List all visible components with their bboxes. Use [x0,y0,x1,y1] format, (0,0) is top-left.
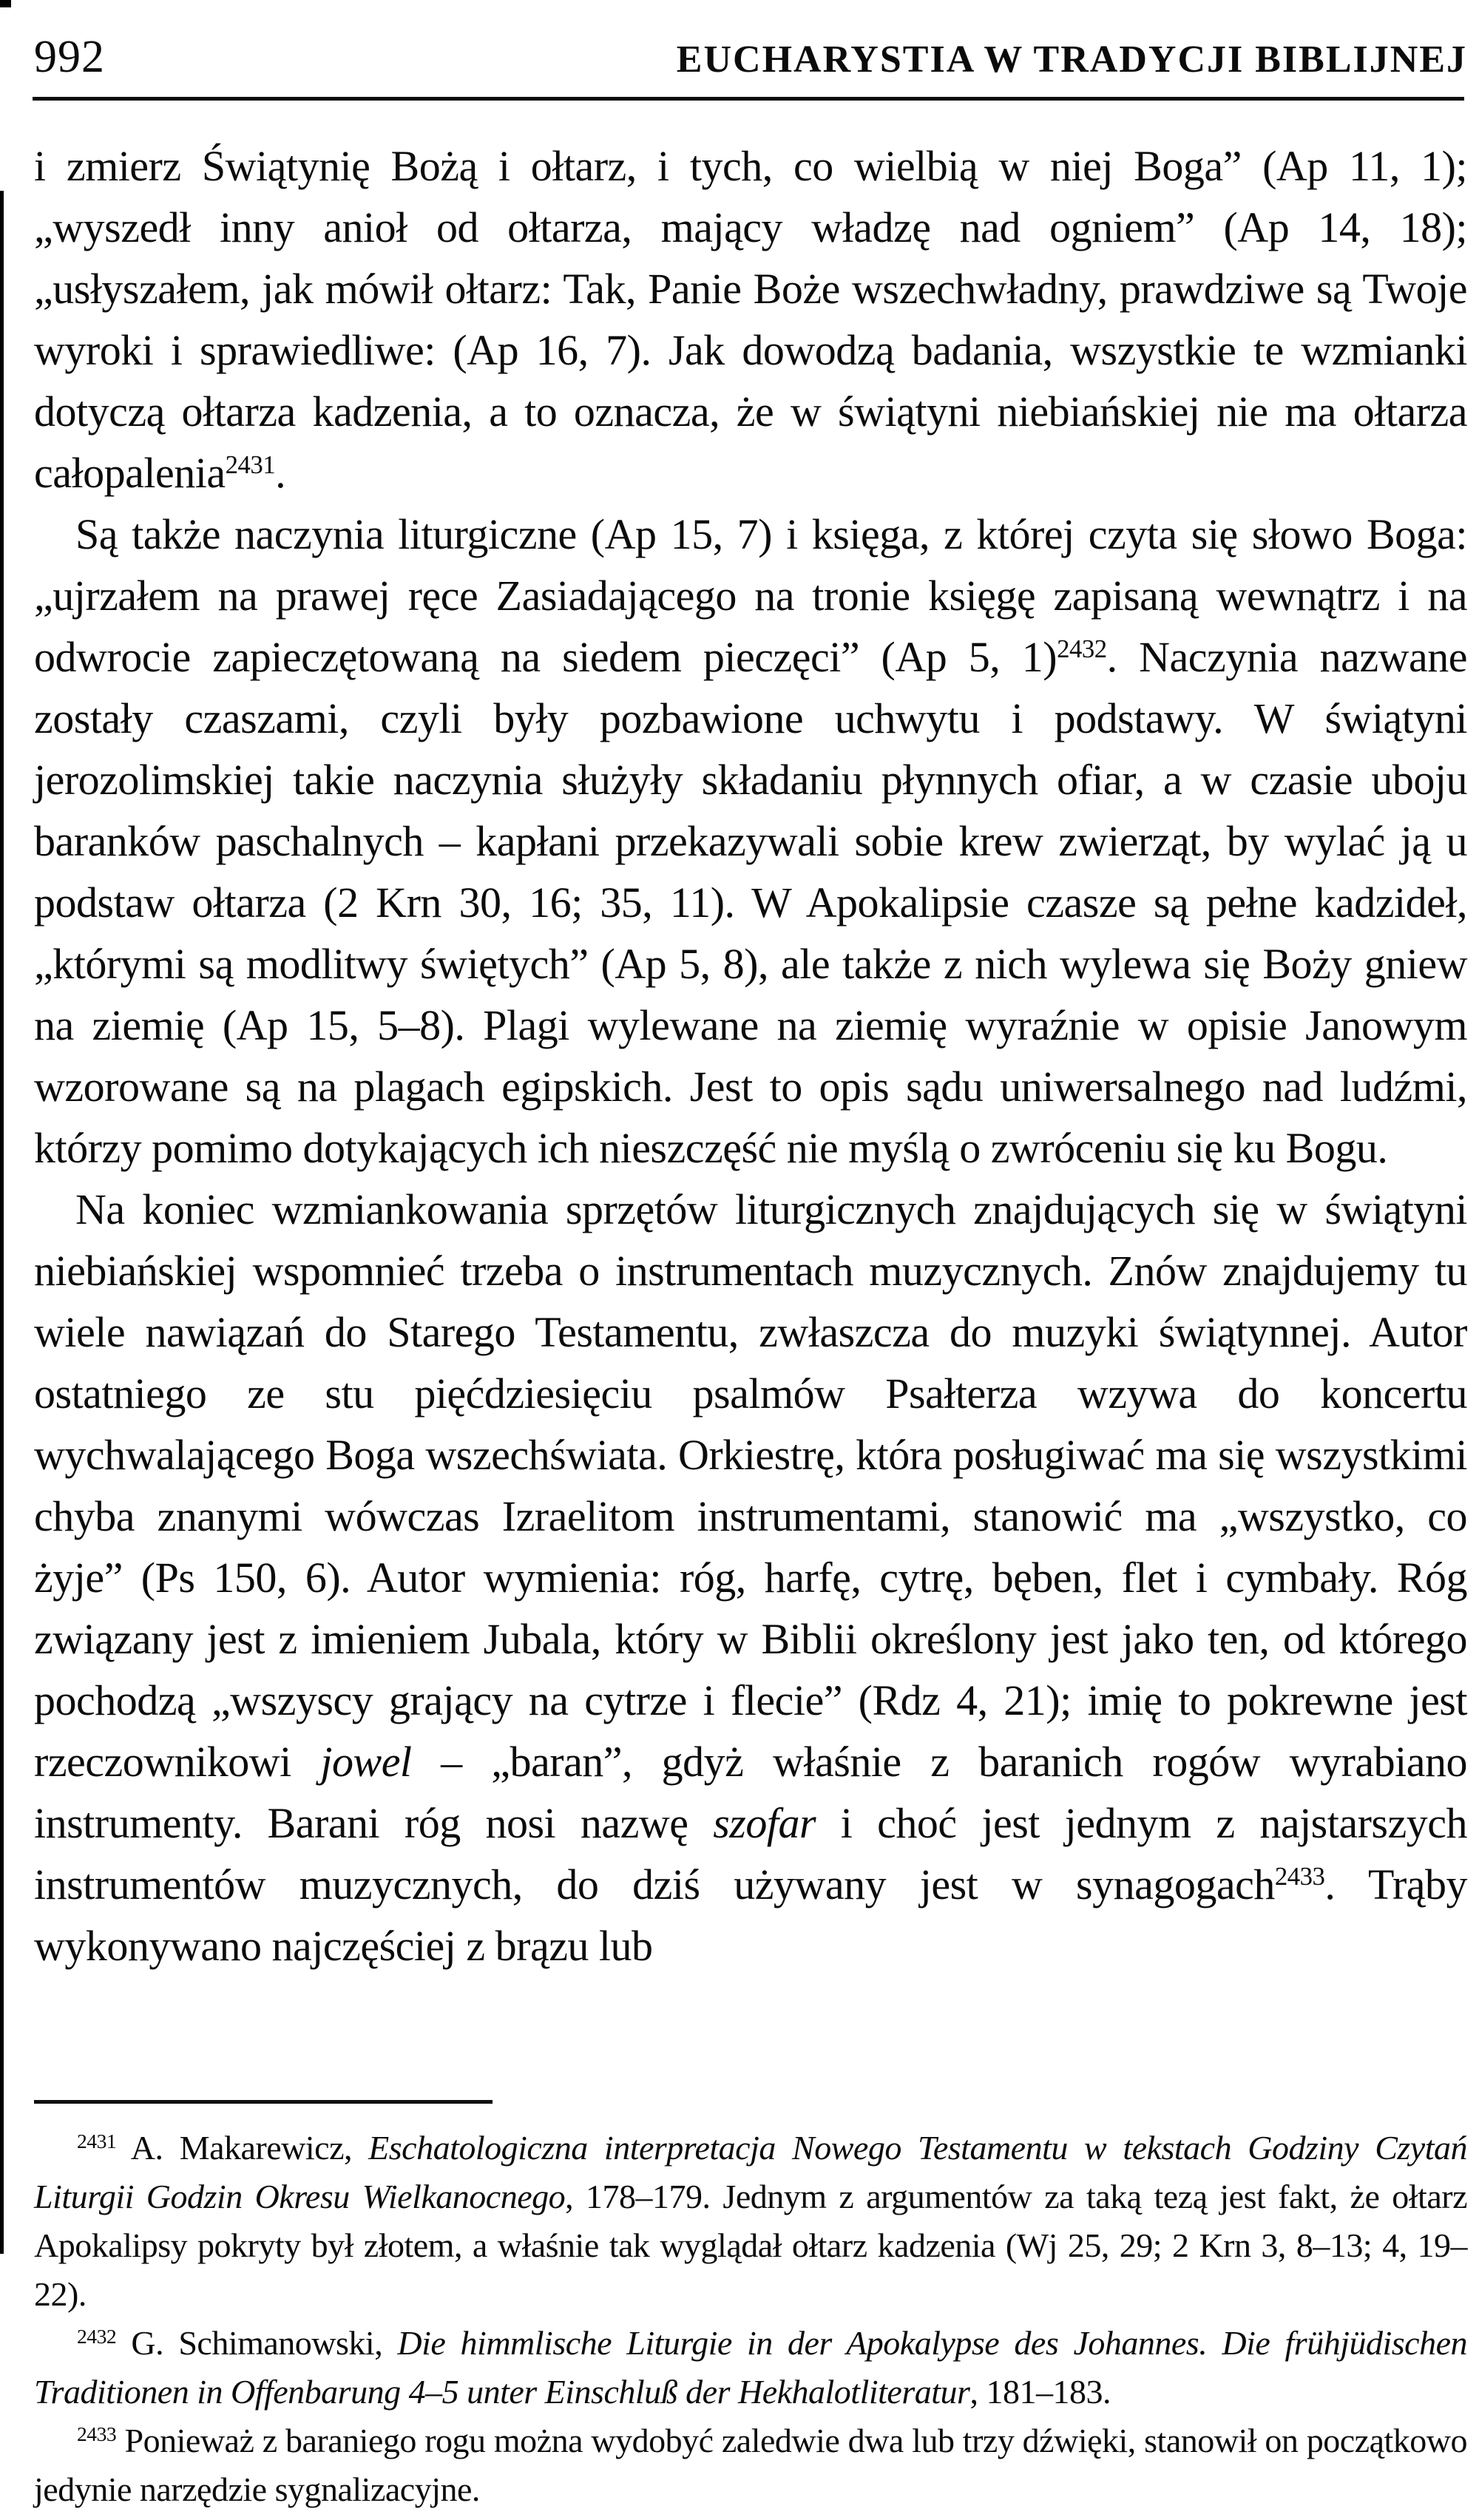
body-paragraph: i zmierz Świątynię Bożą i ołtarz, i tych, co wielbią w niej Boga” (Ap 11, 1); „wyszedł inny anioł od ołtarza, mający władzę nad ogniem” (Ap 14, 18); „usłyszałem, jak mówił ołtarz: Tak, Panie Boże wszechwładny, prawdziwe są Twoje wyroki i sprawiedliwe: (Ap 16, 7). Jak dowodzą badania, wszystkie te wzmianki dotyczą ołtarza kadzenia, a to oznacza, że w świątyni niebiańskiej nie ma ołtarza całopalenia$^{2431}$. [34,142,1467,497]
footnote-rule [34,2100,493,2104]
footnote-item: $^{2433}$ Ponieważ z baraniego rogu można wydobyć zaledwie dwa lub trzy dźwięki, stanowił on początkowo jedynie narzędzie sygnalizacyjne. [34,2422,1467,2508]
scan-corner-artifact [0,0,11,7]
header-rule [33,97,1464,101]
page-header [34,31,1467,84]
footnote-item: $^{2431}$ A. Makarewicz, Eschatologiczna interpretacja Nowego Testamentu w tekstach Godziny Czytań Liturgii Godzin Okresu Wielkanocnego, 178–179. Jednym z argumentów za taką tezą jest fakt, że ołtarz Apokalipsy pokryty był złotem, a właśnie tak wyglądał ołtarz kadzenia (Wj 25, 29; 2 Krn 3, 8–13; 4, 19–22). [34,2129,1467,2313]
body-paragraph: Są także naczynia liturgiczne (Ap 15, 7) i księga, z której czyta się słowo Boga: „ujrzałem na prawej ręce Zasiadającego na tronie księgę zapisaną wewnątrz i na odwrocie zapieczętowaną na siedem pieczęci” (Ap 5, 1)$^{2432}$. Naczynia nazwane zostały czaszami, czyli były pozbawione uchwytu i podstawy. W świątyni jerozolimskiej takie naczynia służyły składaniu płynnych ofiar, a w czasie uboju baranków paschalnych – kapłani przekazywali sobie krew zwierząt, by wylać ją u podstaw ołtarza (2 Krn 30, 16; 35, 11). W Apokalipsie czasze są pełne kadzideł, „którymi są modlitwy świętych” (Ap 5, 8), ale także z nich wylewa się Boży gniew na ziemię (Ap 15, 5–8). Plagi wylewane na ziemię wyraźnie w opisie Janowym wzorowane są na plagach egipskich. Jest to opis sądu uniwersalnego nad ludźmi, którzy pomimo dotykających ich nieszczęść nie myślą o zwróceniu się ku Bogu. [34,510,1467,1172]
footnotes [34,2124,1467,2514]
page-number: 992 [34,32,105,82]
body-paragraph: Na koniec wzmiankowania sprzętów liturgicznych znajdujących się w świątyni niebiańskiej wspomnieć trzeba o instrumentach muzycznych. Znów znajdujemy tu wiele nawiązań do Starego Testamentu, zwłaszcza do muzyki świątynnej. Autor ostatniego ze stu pięćdziesięciu psalmów Psałterza wzywa do koncertu wychwalającego Boga wszechświata. Orkiestrę, która posługiwać ma się wszystkimi chyba znanymi wówczas Izraelitom instrumentami, stanowić ma „wszystko, co żyje” (Ps 150, 6). Autor wymienia: róg, harfę, cytrę, bęben, flet i cymbały. Róg związany jest z imieniem Jubala, który w Biblii określony jest jako ten, od którego pochodzą „wszyscy grający na cytrze i flecie” (Rdz 4, 21); imię to pokrewne jest rzeczownikowi jowel – „baran”, gdyż właśnie z baranich rogów wyrabiano instrumenty. Barani róg nosi nazwę szofar i choć jest jednym z najstarszych instrumentów muzycznych, do dziś używany jest w synagogach$^{2433}$. Trąby wykonywano najczęściej z brązu lub [34,1185,1467,1970]
body-text [34,135,1467,1977]
footnote-item: $^{2432}$ G. Schimanowski, Die himmlische Liturgie in der Apokalypse des Johannes. Die frühjüdischen Traditionen in Offenbarung 4–5 unter Einschluß der Hekhalotliteratur, 181–183. [34,2324,1467,2411]
scan-edge-artifact [0,191,4,2254]
running-head: EUCHARYSTIA W TRADYCJI BIBLIJNEJ [676,38,1467,81]
